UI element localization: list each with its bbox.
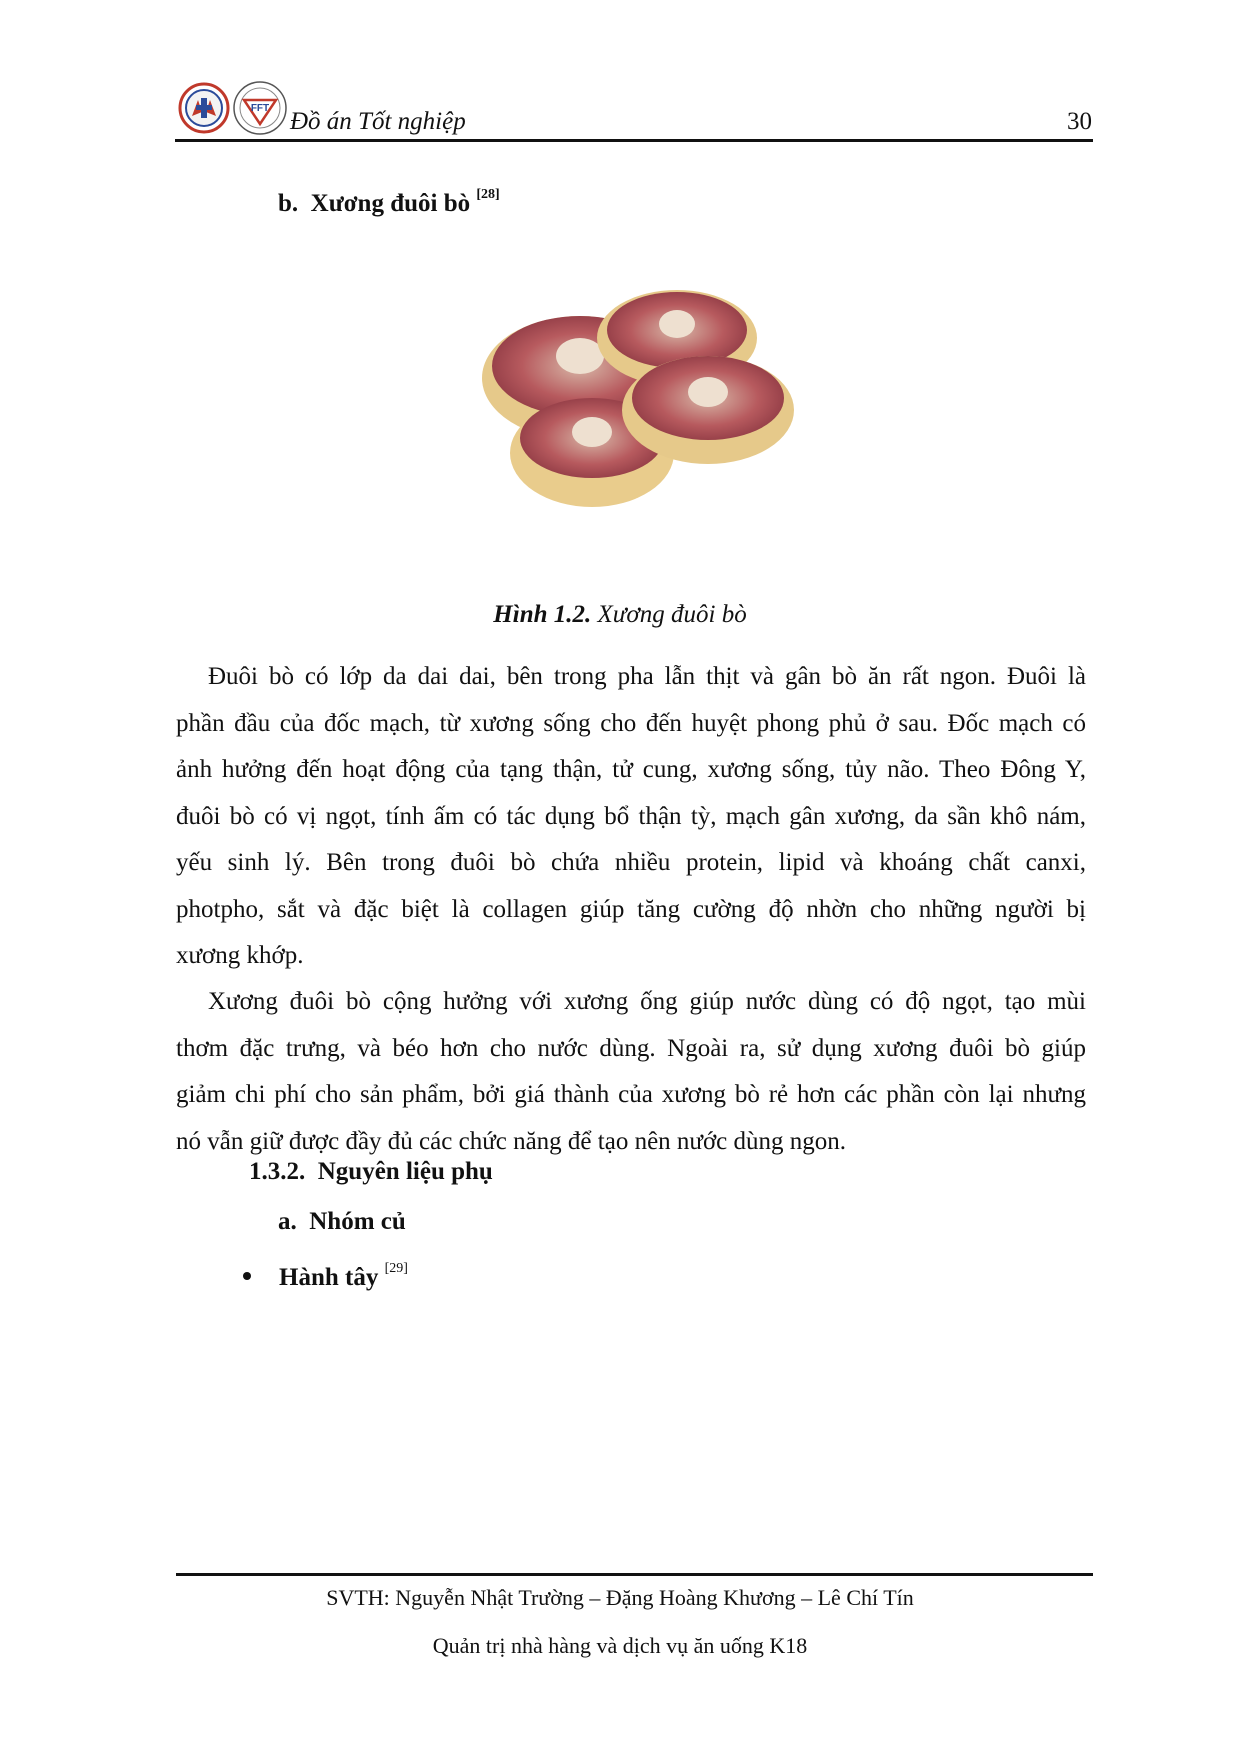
bullet-item	[243, 1261, 408, 1292]
subsection-number: 1.3.2.	[249, 1158, 306, 1185]
figure-caption	[0, 601, 1240, 629]
text-line: photpho, sắt và đặc biệt là collagen giúp tăng cường độ nhờn cho những người bị	[176, 895, 1086, 923]
oxtail-photo	[472, 238, 822, 578]
citation-ref: [28]	[476, 187, 500, 202]
faculty-logo-text: FFT	[250, 103, 270, 114]
text-line: yếu sinh lý. Bên trong đuôi bò chứa nhiều protein, lipid và khoáng chất canxi,	[176, 849, 1086, 876]
text-line: thơm đặc trưng, và béo hơn cho nước dùng. Ngoài ra, sử dụng xương đuôi bò giúp	[176, 1034, 1086, 1062]
text-line: phần đầu của đốc mạch, từ xương sống cho đến huyệt phong phủ ở sau. Đốc mạch có	[176, 709, 1086, 737]
paragraph-oxtail-usage	[176, 979, 1086, 1165]
text-line: nó vẫn giữ được đầy đủ các chức năng để tạo nên nước dùng ngon.	[176, 1127, 847, 1155]
header-title: Đồ án Tốt nghiệp	[290, 108, 466, 135]
footer-authors: SVTH: Nguyễn Nhật Trường – Đặng Hoàng Khương – Lê Chí Tín	[326, 1585, 914, 1610]
bullet-title: Hành tây	[279, 1264, 379, 1291]
text-line: Đuôi bò có lớp da dai dai, bên trong pha lẫn thịt và gân bò ăn rất ngon. Đuôi là	[208, 663, 1086, 690]
section-heading-b	[278, 187, 500, 218]
section-title: Xương đuôi bò	[310, 190, 471, 217]
paragraph-oxtail-description	[176, 654, 1086, 980]
page-number: 30	[1067, 108, 1092, 135]
bullet-icon	[243, 1272, 251, 1280]
citation-ref: [29]	[384, 1261, 408, 1276]
section-title: Nhóm củ	[309, 1208, 406, 1235]
text-line: ảnh hưởng đến hoạt động của tạng thận, tử cung, xương sống, tủy não. Theo Đông Y,	[176, 756, 1086, 783]
subsection-title: Nguyên liệu phụ	[317, 1158, 493, 1185]
text-line: Xương đuôi bò cộng hưởng với xương ống giúp nước dùng có độ ngọt, tạo mùi	[208, 988, 1086, 1015]
text-line: xương khớp.	[176, 942, 304, 969]
section-label: b.	[278, 190, 299, 217]
figure-label: Hình 1.2.	[493, 601, 592, 628]
university-logo	[178, 82, 230, 134]
faculty-logo	[232, 80, 288, 136]
subsection-heading	[249, 1158, 493, 1186]
footer-divider	[176, 1573, 1093, 1576]
section-label: a.	[278, 1208, 297, 1235]
footer-program: Quản trị nhà hàng và dịch vụ ăn uống K18	[432, 1633, 808, 1658]
text-line: đuôi bò có vị ngọt, tính ấm có tác dụng bổ thận tỳ, mạch gân xương, da sần khô nám,	[176, 802, 1086, 830]
figure-caption-text: Xương đuôi bò	[597, 601, 747, 628]
header-divider	[175, 139, 1093, 142]
text-line: giảm chi phí cho sản phẩm, bởi giá thành của xương bò rẻ hơn các phần còn lại nhưng	[176, 1081, 1086, 1108]
section-heading-a	[278, 1208, 406, 1236]
